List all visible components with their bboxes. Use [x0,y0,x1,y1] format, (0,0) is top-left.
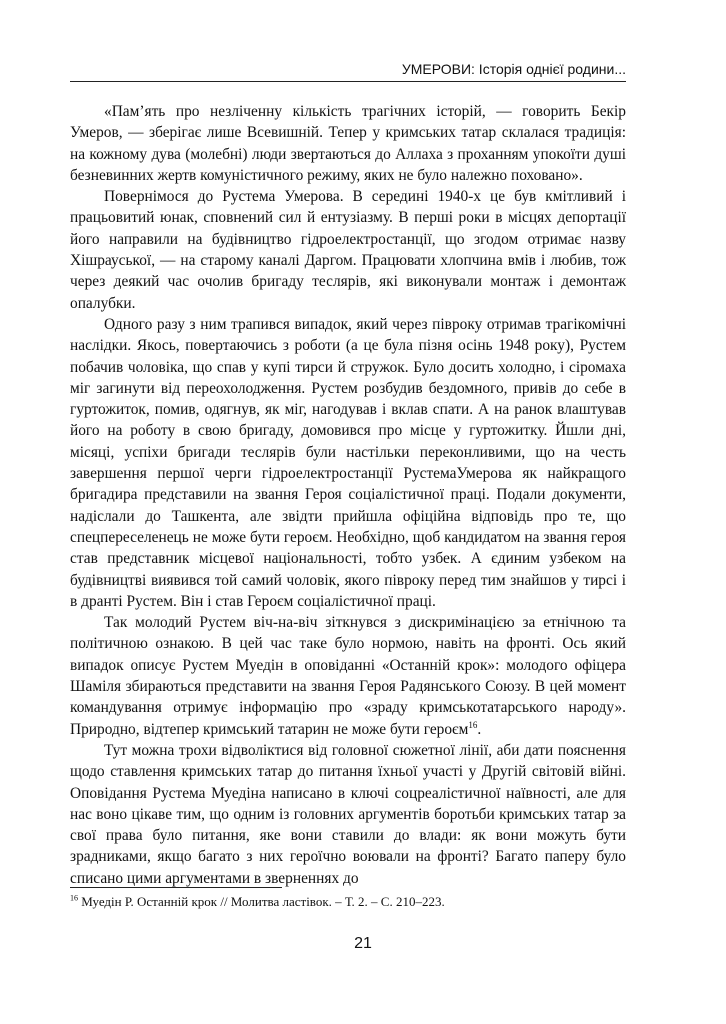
paragraph-3: Одного разу з ним трапився випадок, який через півроку отримав трагікомічні наслідки. Якось, повертаючись з роботи (а це була пізня осінь 1948 року), Рустем побачив чоловіка, що спав у купі тирси й стружок. Було досить холодно, і сіромаха міг загинути від переохолодження. Рустем розбудив бездомного, привів до себе в гуртожиток, помив, одягнув, як міг, нагодував і вклав спати. А на ранок влаштував його на роботу в свою бригаду, домовився про місце у гуртожитку. Йшли дні, місяці, успіхи бригади теслярів були настільки переконливими, що на честь завершення першої черги гідроелектростанції РустемаУмерова як найкращого бригадира представили на звання Героя соціалістичної праці. Подали документи, надіслали до Ташкента, але звідти прийшла офіційна відповідь про те, що спецпереселенець не може бути героєм. Необхідно, щоб кандидатом на звання героя став представник місцевої національності, тобто узбек. А єдиним узбеком на будівництві виявився той самий чоловік, якого півроку перед тим знайшов у тирсі і в дранті Рустем. Він і став Героєм соціалістичної праці. [70,315,626,610]
footnote-number: 16 [70,893,78,903]
paragraph-4 [70,612,626,740]
paragraph-4-end: . [477,720,482,738]
paragraph-1: «Пам’ять про незліченну кількість трагічних історій, — говорить Бекір Умеров, — зберігає лише Всевишній. Тепер у кримських татар склалася традиція: на кожному дува (молебні) люди звертаються до Аллаха з проханням упокоїти душі безневинних жертв комуністичного режиму, яких не було належно поховано». [70,103,626,184]
paragraph-4-text: Так молодий Рустем віч-на-віч зіткнувся з дискримінацією за етнічною та політичною ознакою. В цей час таке було нормою, навіть на фронті. Ось який випадок описує Рустем Муедін в оповіданні «Останній крок»: молодого офіцера Шаміля збираються представити на звання Героя Радянського Союзу. В цей момент командування отримує інформацію про «зраду кримськотатарського народу». Природно, відтепер кримський татарин не може бути героєм [70,614,626,738]
page-number: 21 [354,935,372,952]
running-header: УМЕРОВИ: Історія однієї родини... [401,61,626,77]
footnote-divider [70,887,282,888]
header-divider [70,81,626,82]
paragraph-5: Тут можна трохи відволіктися від головної сюжетної лінії, аби дати пояснення щодо ставлення кримських татар до питання їхньої участі у Другій світовій війні. Оповідання Рустема Муедіна написано в ключі соцреалістичної наївності, але для нас воно цікаве тим, що одним із головних аргументів боротьби кримських татар за свої права було питання, яке вони ставили до влади: як вони можуть бути зрадниками, якщо багато з них героїчно воювали на фронті? Багато паперу було списано цими аргументами в зверненнях до [70,741,626,887]
footnote-text: Муедін Р. Останній крок // Молитва ластівок. – Т. 2. – С. 210–223. [78,894,445,909]
footnote-ref-16[interactable]: 16 [468,719,478,730]
footnote-16 [70,893,626,911]
paragraph-2: Повернімося до Рустема Умерова. В середині 1940-х це був кмітливий і працьовитий юнак, сповнений сил й ентузіазму. В перші роки в місцях депортації його направили на будівництво гідроелектростанції, що згодом отримає назву Хішрауської, — на старому каналі Даргом. Працювати хлопчина вмів і любив, тож через деякий час очолив бригаду теслярів, які виконували монтаж і демонтаж опалубки. [70,188,626,312]
main-text [70,101,626,889]
